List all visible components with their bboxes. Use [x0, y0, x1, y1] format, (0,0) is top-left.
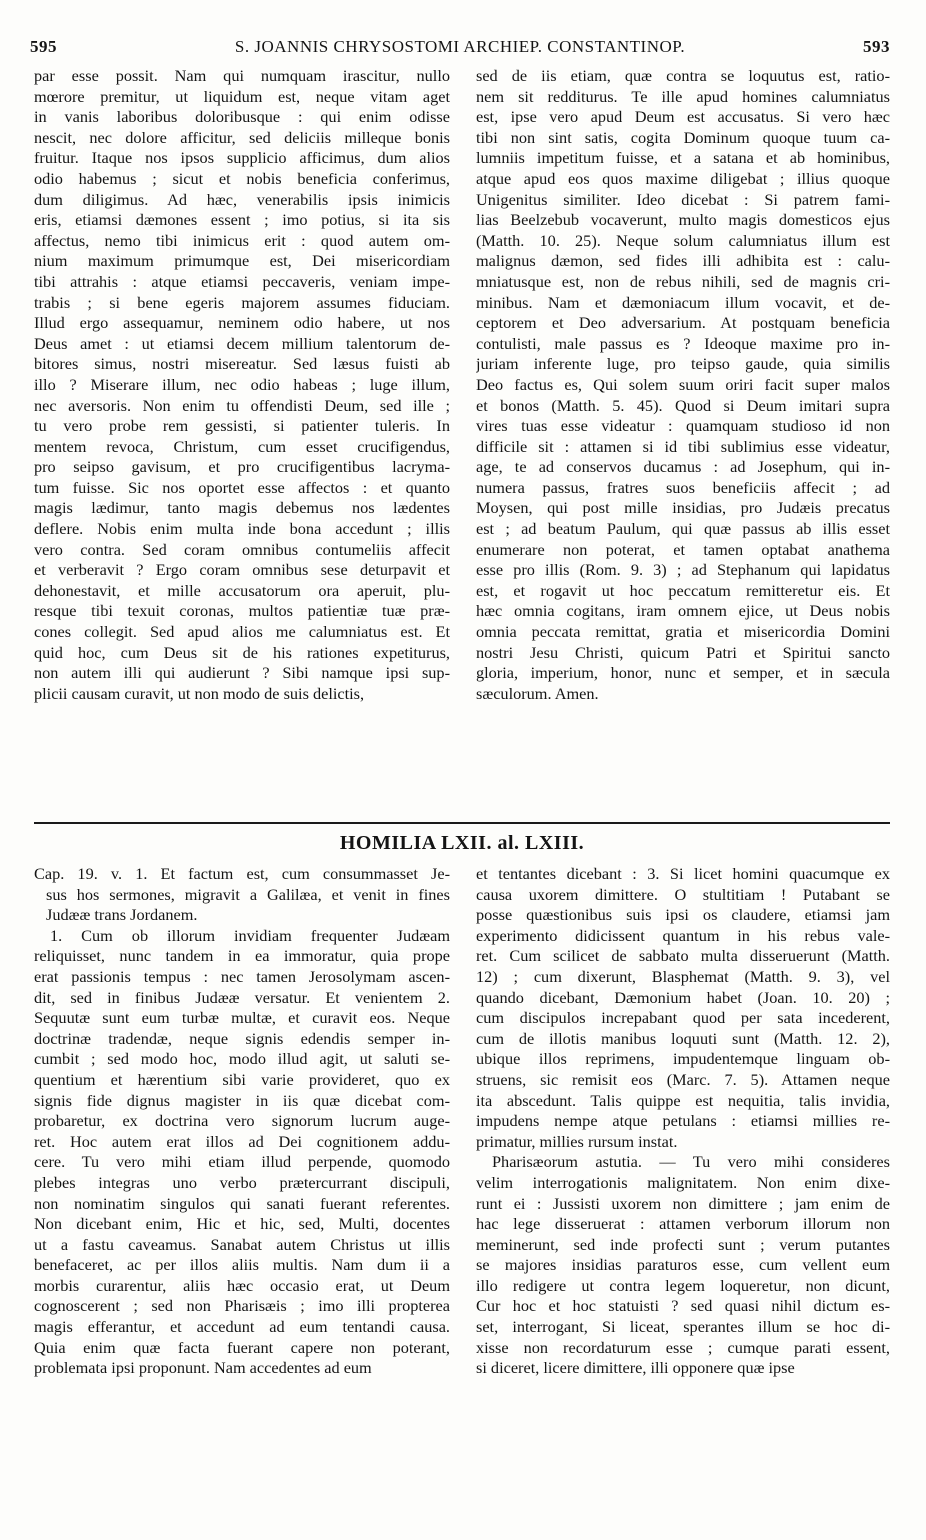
text-line: Deo factus es, Qui solem suum oriri facit super malos: [476, 374, 890, 394]
text-line: nem sit redditurus. Te ille apud homines calumniatus: [476, 86, 890, 106]
text-line: Quia enim quæ facta fuerant capere non poterant,: [34, 1337, 450, 1357]
text-line: ceptorem et Deo adversarium. At postquam beneficia: [476, 313, 890, 333]
text-line: plebes integras uno verbo prætercurrant discipuli,: [34, 1172, 450, 1192]
text-line: fruitur. Itaque nos ipsos supplicio afficimus, dum alios: [34, 148, 450, 168]
text-line: ut a fastu caveamus. Sanabat autem Christus ut illis: [34, 1234, 450, 1254]
text-line: dum diligimus. Ad hæc, venerabilis ipsis inimicis: [34, 189, 450, 209]
column-bottom-left: [34, 864, 450, 1379]
text-line: bitores simus, nostri misereatur. Sed læsus fuisti ab: [34, 354, 450, 374]
text-line: tu vero probe rem gessisti, si patienter tuleris. In: [34, 416, 450, 436]
text-line: esse pro illis (Rom. 9. 3) ; ad Stephanum qui lapidatus: [476, 560, 890, 580]
text-line: Deus amet : ut etiamsi decem millium talentorum de-: [34, 333, 450, 353]
text-line: sus hos sermones, migravit a Galilæa, et venit in fines: [46, 884, 450, 904]
text-line: atque apud eos quos maxime diligebat ; illius quoque: [476, 168, 890, 188]
text-line: deflere. Nobis enim multa inde bona accedunt ; illis: [34, 519, 450, 539]
text-line: Illud ergo assequamur, neminem odio habere, ut nos: [34, 313, 450, 333]
text-line: illo ? Miserare illum, nec odio habeas ; luge illum,: [34, 374, 450, 394]
text-line: impudens nempe atque petulans : etiamsi millies re-: [476, 1111, 890, 1131]
text-line: difficile sit : attamen si id tibi sublimius esse videatur,: [476, 436, 890, 456]
text-line: mentem revoca, Christum, cum esset crucifigendus,: [34, 436, 450, 456]
text-line: vires tuas esse videatur : quamquam studioso id non: [476, 416, 890, 436]
text-line: runt ei : Jussisti uxorem non dimittere ; jam enim de: [476, 1193, 890, 1213]
text-line: si diceret, licere dimittere, illi opponere quæ ipse: [476, 1358, 795, 1378]
text-line: age, te ad conservos ducamus : ad Josephum, qui in-: [476, 457, 890, 477]
text-line: posse quæstionibus suis ipsi os claudere, etiamsi jam: [476, 905, 890, 925]
text-line: Pharisæorum astutia. — Tu vero mihi consideres: [492, 1152, 890, 1172]
text-line: sæculorum. Amen.: [476, 683, 599, 703]
text-line: benefaceret, ac per illos aliis multis. Nam dum ii a: [34, 1255, 450, 1275]
text-line: Cur hoc et hoc statuisti ? sed quasi nihil dictum es-: [476, 1296, 890, 1316]
text-line: illo redigere ut contra legem loqueretur, non dicunt,: [476, 1275, 890, 1295]
text-line: hac lege disseruerat : attamen verborum illorum non: [476, 1214, 890, 1234]
text-line: probaretur, ex doctrina vero signorum lucrum auge-: [34, 1111, 450, 1131]
text-line: meminerunt, sed inde profecti sunt ; verum putantes: [476, 1234, 890, 1254]
running-head-title: S. JOANNIS CHRYSOSTOMI ARCHIEP. CONSTANTINOP.: [234, 37, 686, 56]
text-line: pro seipso gavisum, et pro crucifigentibus lacryma-: [34, 457, 450, 477]
text-line: cum discipulos increpabant quod per sata incederent,: [476, 1008, 890, 1028]
text-line: magis lædimur, tanto magis debemus nos lædentes: [34, 498, 450, 518]
homily-title: HOMILIA LXII. al. LXIII.: [339, 832, 585, 854]
text-line: experimento didicissent quantum in his rebus vale-: [476, 925, 890, 945]
text-line: eris, etiamsi dæmones essent ; imo potius, si ita sis: [34, 210, 450, 230]
text-line: morbis curarentur, aliis hæc occasio erat, ut Deum: [34, 1275, 450, 1295]
text-line: non nominatim singulos qui sanati fuerant referentes.: [34, 1193, 450, 1213]
text-line: signis fide dignus magister in iis quæ dicebat com-: [34, 1090, 450, 1110]
text-line: odio habemus ; sicut et nobis beneficia conferimus,: [34, 168, 450, 188]
text-line: doctrinæ tradendæ, neque signis edendis semper in-: [34, 1028, 450, 1048]
page-number-right: 593: [863, 37, 890, 56]
text-line: Cap. 19. v. 1. Et factum est, cum consummasset Je-: [34, 864, 450, 883]
text-line: nec aversoris. Non enim tu offendisti Deum, sed ille ;: [34, 395, 450, 415]
text-line: Non dicebant enim, Hic et hic, sed, Multi, docentes: [34, 1214, 450, 1234]
text-line: mœrore premitur, ut liquidum est, neque vitam aget: [34, 86, 450, 106]
text-line: xisse non recordaturum esse ; cumque parati essent,: [476, 1337, 890, 1357]
text-line: juriam inferente luge, pro teipso gaude, quia similis: [476, 354, 890, 374]
text-line: quid hoc, cum Deus sit de his rationes expetiturus,: [34, 642, 450, 662]
text-line: affectus, nemo tibi inimicus erit : quod autem om-: [34, 230, 450, 250]
text-line: omnia peccata remittat, gratia et misericordia Domini: [476, 622, 890, 642]
text-line: cognoscerent ; sed non Pharisæis ; imo illi propterea: [34, 1296, 450, 1316]
text-line: resque tibi texuit coronas, multos patientiæ tuæ præ-: [34, 601, 450, 621]
text-line: quentium et hærentium sibi varie provideret, quo ex: [34, 1069, 450, 1089]
text-line: gloria, imperium, honor, nunc et semper, et in sæcula: [476, 663, 890, 683]
text-line: et bonos (Matth. 5. 45). Quod si Deum imitari supra: [476, 395, 890, 415]
text-line: minibus. Nam et dæmoniacum illum vocavit, et de-: [476, 292, 890, 312]
text-line: ubique illos reprimens, impudentemque linguam ob-: [476, 1049, 890, 1069]
text-line: vero contra. Sed coram omnibus contumeliis affecit: [34, 539, 450, 559]
text-line: in vanis laboribus doloribusque : qui enim odisse: [34, 107, 450, 127]
text-line: magis efferantur, et accedunt ad eum tentandi causa.: [34, 1317, 450, 1337]
column-top-left: [34, 66, 450, 704]
text-line: lias Beelzebub vocaverunt, multo magis domesticos ejus: [476, 210, 890, 230]
text-line: Moysen, qui post mille insidias, pro Judæis precatus: [476, 498, 890, 518]
text-line: trabis ; si bene egeris majorem assumes fiduciam.: [34, 292, 450, 312]
text-line: ret. Cum scilicet de sabbato multa disseruerunt (Matth.: [476, 946, 890, 966]
page-number-left: 595: [30, 37, 57, 56]
text-line: non autem illi qui audierunt ? Sibi namque ipsi sup-: [34, 663, 450, 683]
text-line: cones collegit. Sed apud alios me calumniatus est. Et: [34, 622, 450, 642]
text-line: et tentantes dicebant : 3. Si licet homini quacumque ex: [476, 864, 890, 883]
text-line: malignus dæmon, sed fides illi adhibita est : calu-: [476, 251, 890, 271]
text-line: 12) ; cum dixerunt, Blasphemat (Matth. 9. 3), vel: [476, 966, 890, 986]
text-line: ita abscedunt. Talis quippe est nequitia, talis invidia,: [476, 1090, 890, 1110]
text-line: est, et rogavit ut hoc peccatum remitteretur eis. Et: [476, 580, 890, 600]
text-line: se majores insidias paraturos esse, cum vellent eum: [476, 1255, 890, 1275]
text-line: 1. Cum ob illorum invidiam frequenter Judæam: [50, 925, 450, 945]
text-line: Unigenitus similiter. Ideo dicebat : Si patrem fami-: [476, 189, 890, 209]
running-header: [30, 34, 890, 60]
text-line: Judææ trans Jordanem.: [46, 905, 198, 925]
text-line: est ; ad beatum Paulum, qui quæ passus ab illis esset: [476, 519, 890, 539]
text-line: est, ipse vero apud Deum est accusatus. Si vero hæc: [476, 107, 890, 127]
text-line: numera passus, fratres suos beneficiis affecit ; ad: [476, 477, 890, 497]
text-line: velim interrogationis malignitatem. Non enim dixe-: [476, 1172, 890, 1192]
text-line: mniatusque est, non de rebus nihili, sed de magnis cri-: [476, 271, 890, 291]
text-line: reliquisset, nunc tandem in ea immoratur, quia prope: [34, 946, 450, 966]
text-line: nostri Jesu Christi, quicum Patri et Spiritui sancto: [476, 642, 890, 662]
section-divider: [34, 822, 890, 824]
text-line: Sequutæ sunt eum turbæ multæ, et curavit eos. Neque: [34, 1008, 450, 1028]
text-line: dit, sed in finibus Judææ versatur. Et venientem 2.: [34, 987, 450, 1007]
text-line: causa uxorem dimittere. O stultitiam ! Putabant se: [476, 884, 890, 904]
text-line: contulisti, male passus es ? Ideoque maxime pro in-: [476, 333, 890, 353]
text-line: quando dicebant, Dæmonium habet (Joan. 10. 20) ;: [476, 987, 890, 1007]
text-line: et verberavit ? Ergo coram omnibus sese deturpavit et: [34, 560, 450, 580]
text-line: cum de illotis manibus loquuti sunt (Matth. 12. 2),: [476, 1028, 890, 1048]
text-line: nescit, nec dolore afficitur, sed deliciis milleque bonis: [34, 127, 450, 147]
text-line: enumerare non poterat, et tamen optabat anathema: [476, 539, 890, 559]
column-bottom-right: [476, 864, 890, 1379]
text-line: ret. Hoc autem erat illos ad Dei cognitionem addu-: [34, 1131, 450, 1151]
text-line: set, interrogant, Si liceat, sperantes illum se hoc di-: [476, 1317, 890, 1337]
text-line: primatur, millies rursum instat.: [476, 1131, 678, 1151]
text-line: (Matth. 10. 25). Neque solum calumniatus illum est: [476, 230, 890, 250]
text-line: struens, sic remisit eos (Marc. 7. 5). Attamen neque: [476, 1069, 890, 1089]
text-line: cere. Tu vero mihi etiam illud perpende, quomodo: [34, 1152, 450, 1172]
text-line: nium maximum primumque est, Dei misericordiam: [34, 251, 450, 271]
text-line: cumbit ; sed modo hoc, modo illud agit, ut saluti se-: [34, 1049, 450, 1069]
text-line: problemata ipsi proponunt. Nam accedentes ad eum: [34, 1358, 372, 1378]
text-line: tum fuisse. Sic nos oportet esse affectos : et quanto: [34, 477, 450, 497]
text-line: dehonestavit, et mille accusatorum ora aperuit, plu-: [34, 580, 450, 600]
text-line: erat passionis tempus : nec tamen Jerosolymam ascen-: [34, 966, 450, 986]
text-line: tibi attrahis : atque etiamsi peccaveris, veniam impe-: [34, 271, 450, 291]
text-line: plicii causam curavit, ut non modo de suis delictis,: [34, 683, 365, 703]
text-line: tibi non sint satis, cogita Dominum quoque tuum ca-: [476, 127, 890, 147]
text-line: sed de iis etiam, quæ contra se loquutus est, ratio-: [476, 66, 890, 85]
text-line: par esse possit. Nam qui numquam irascitur, nullo: [34, 66, 450, 85]
column-top-right: [476, 66, 890, 704]
text-line: hæc omnia cogitans, iram omnem ejice, ut Deus nobis: [476, 601, 890, 621]
text-line: lumniis impetitum fuisse, et a satana et ab hominibus,: [476, 148, 890, 168]
